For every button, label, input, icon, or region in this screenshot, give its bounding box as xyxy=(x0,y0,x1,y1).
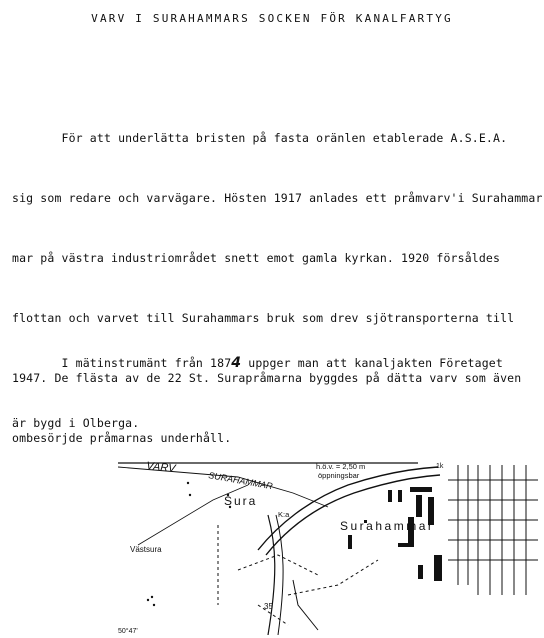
handwritten-digit: 4 xyxy=(231,355,242,371)
map-label-surahammar-handwritten: SURAHAMMAR xyxy=(207,470,274,492)
map-lines xyxy=(118,463,538,635)
map-label-kyrka: K:a xyxy=(278,510,290,519)
map-label-varv: VARV xyxy=(145,460,176,476)
paragraph-line: mar på västra industriområdet snett emot gamla kyrkan. 1920 försåldes xyxy=(12,251,501,265)
map-label-coordinate: 50°47' xyxy=(118,628,138,635)
map-label-35: 35 xyxy=(264,602,273,611)
map-label-hov: h.ö.v. = 2,50 m xyxy=(316,462,366,471)
map-label-1k: 1k xyxy=(436,463,444,470)
line-text-after: uppger man att kanaljakten Företaget xyxy=(241,356,503,370)
paragraph-kanaljakt xyxy=(12,313,536,453)
page-title: VARV I SURAHAMMARS SOCKEN FÖR KANALFARTYG xyxy=(91,12,453,25)
map-excerpt xyxy=(118,455,538,635)
paragraph-line: är bygd i Olberga. xyxy=(12,416,140,430)
map-label-sura: Sura xyxy=(224,494,258,508)
paragraph-line: ombesörjde pråmarnas underhåll. xyxy=(12,431,232,445)
paragraph-line xyxy=(12,353,536,373)
paragraph-line: För att underlätta bristen på fasta oränlen etablerade A.S.E.A. xyxy=(12,131,508,145)
map-label-surahammar: Surahammar xyxy=(340,519,435,533)
paragraph-line: 1947. De flästa av de 22 St. Surapråmarna byggdes på dätta varv som även xyxy=(12,371,522,385)
paragraph-line: flottan och varvet till Surahammars bruk som drev sjötransporterna till xyxy=(12,311,515,325)
line-text-before: I mätinstrumänt från 187 xyxy=(12,356,232,370)
map-label-vastsura: Västsura xyxy=(130,545,162,554)
paragraph-line: sig som redare och varvägare. Hösten 1917 anlades ett pråmvarv'i Surahammar xyxy=(12,191,543,205)
map-label-oppningsbar: öppningsbar xyxy=(318,471,360,480)
